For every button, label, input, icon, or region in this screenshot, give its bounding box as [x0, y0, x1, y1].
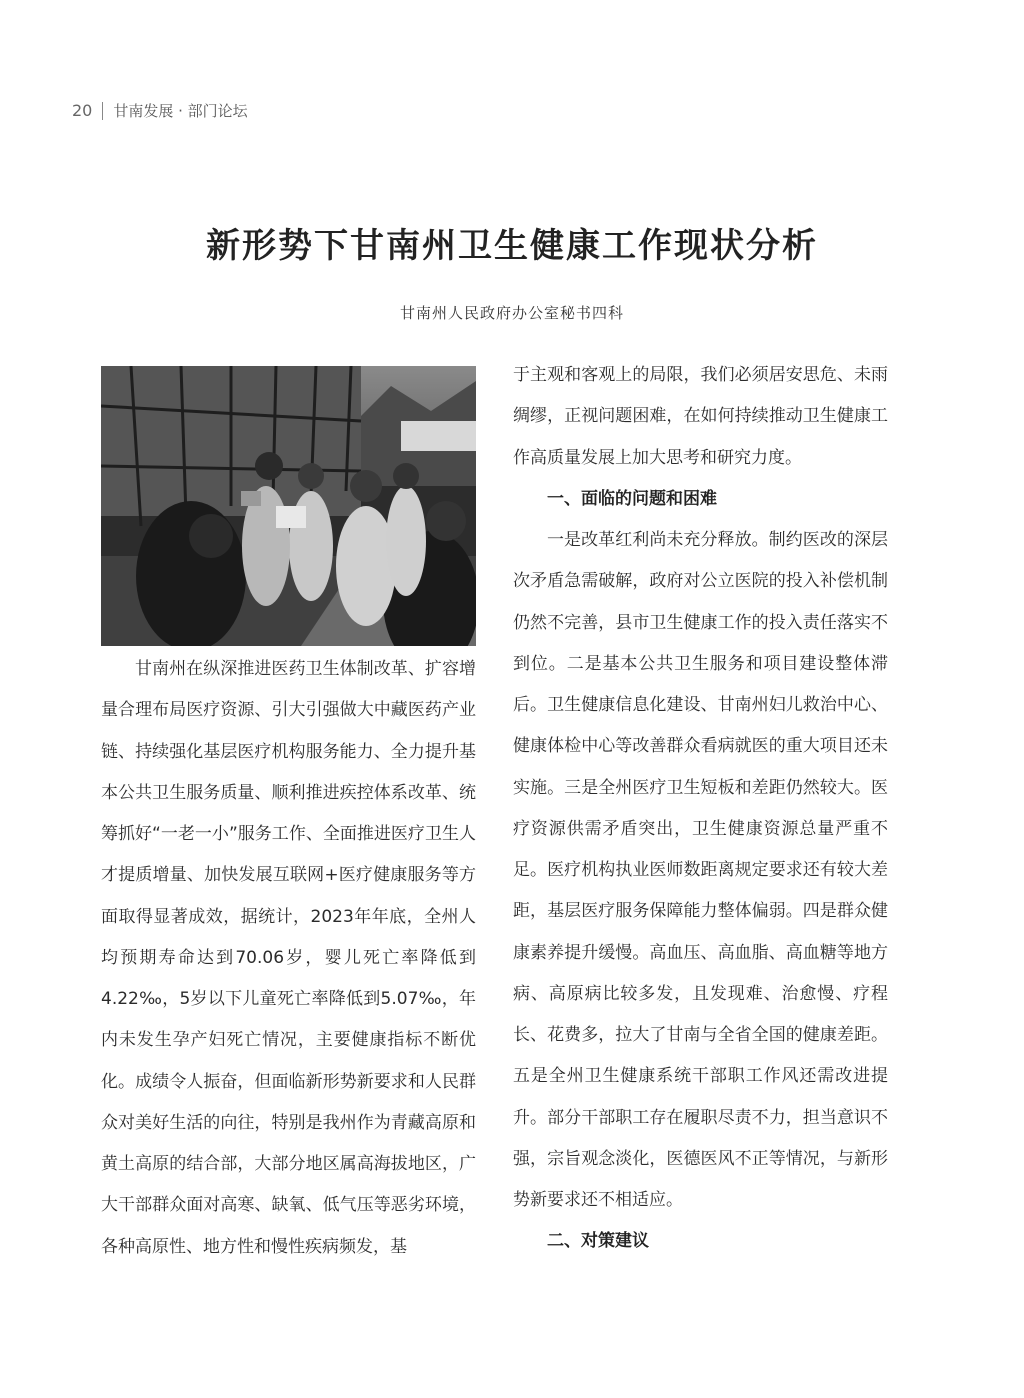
- photo-illustration: [101, 366, 476, 646]
- section-name: 甘南发展 · 部门论坛: [113, 102, 248, 120]
- section-heading-1: 一、面临的问题和困难: [547, 488, 717, 509]
- intro-paragraph: 甘南州在纵深推进医药卫生体制改革、扩容增量合理布局医疗资源、引大引强做大中藏医药产业链、持续强化基层医疗机构服务能力、全力提升基本公共卫生服务质量、顺利推进疾控体系改革、统筹抓好“一老一小”服务工作、全面推进医疗卫生人才提质增量、加快发展互联网+医疗健康服务等方面取得显著成效，据统计，2023年年底，全州人均预期寿命达到70.06岁，婴儿死亡率降低到4.22‰，5岁以下儿童死亡率降低到5.07‰，年内未发生孕产妇死亡情况，主要健康指标不断优化。成绩令人振奋，但面临新形势新要求和人民群众对美好生活的向往，特别是我州作为青藏高原和黄土高原的结合部，大部分地区属高海拔地区，广大干部群众面对高寒、缺氧、低气压等恶劣环境，各种高原性、地方性和慢性疾病频发，基: [101, 659, 476, 1257]
- running-header: [72, 100, 248, 121]
- right-column: [513, 355, 888, 1263]
- article-photo: [101, 366, 476, 646]
- continued-paragraph: 于主观和客观上的局限，我们必须居安思危、未雨绸缪，正视问题困难，在如何持续推动卫生健康工作高质量发展上加大思考和研究力度。: [513, 365, 888, 468]
- header-divider: [102, 102, 103, 120]
- article-title: 新形势下甘南州卫生健康工作现状分析: [206, 226, 818, 266]
- left-column: [101, 649, 476, 1268]
- problems-paragraph: 一是改革红利尚未充分释放。制约医改的深层次矛盾急需破解，政府对公立医院的投入补偿机制仍然不完善，县市卫生健康工作的投入责任落实不到位。二是基本公共卫生服务和项目建设整体滞后。卫生健康信息化建设、甘南州妇儿救治中心、健康体检中心等改善群众看病就医的重大项目还未实施。三是全州医疗卫生短板和差距仍然较大。医疗资源供需矛盾突出，卫生健康资源总量严重不足。医疗机构执业医师数距离规定要求还有较大差距，基层医疗服务保障能力整体偏弱。四是群众健康素养提升缓慢。高血压、高血脂、高血糖等地方病、高原病比较多发，且发现难、治愈慢、疗程长、花费多，拉大了甘南与全省全国的健康差距。五是全州卫生健康系统干部职工作风还需改进提升。部分干部职工存在履职尽责不力，担当意识不强，宗旨观念淡化，医德医风不正等情况，与新形势新要求还不相适应。: [513, 530, 888, 1210]
- article-author: 甘南州人民政府办公室秘书四科: [399, 304, 624, 322]
- page-number: 20: [72, 101, 93, 120]
- section-heading-2: 二、对策建议: [547, 1231, 649, 1252]
